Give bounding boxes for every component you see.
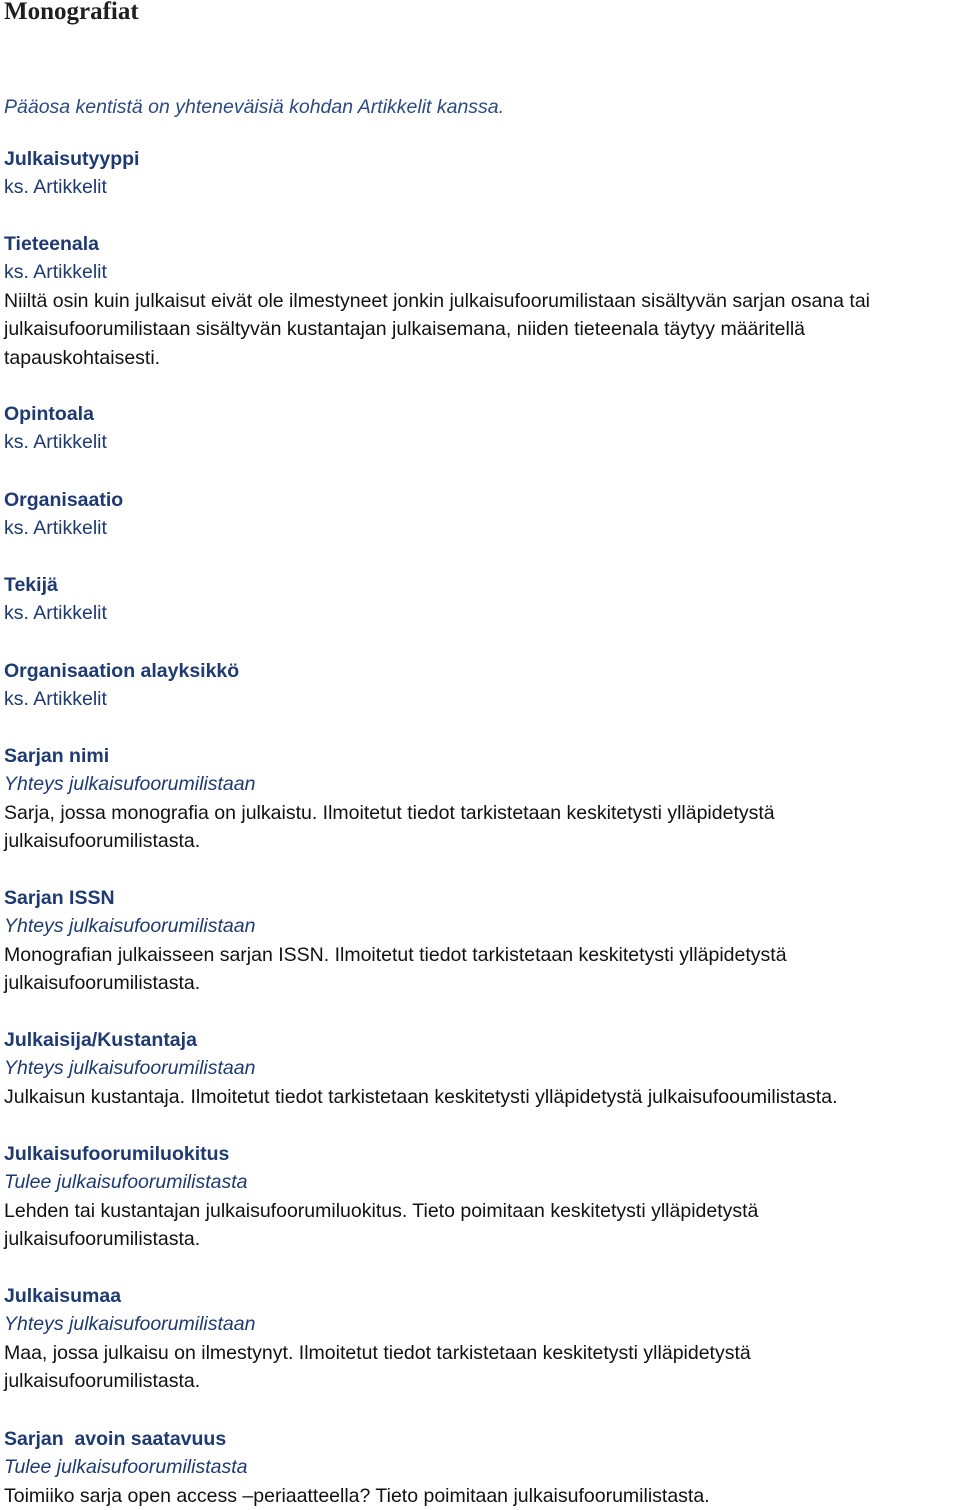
section-heading: Organisaation alayksikkö	[4, 660, 240, 682]
section-opintoala	[4, 400, 956, 457]
section-body-line: Sarja, jossa monografia on julkaistu. Ilmoitetut tiedot tarkistetaan keskitetysti ylläpidetystä	[4, 801, 775, 824]
section-reference: Yhteys julkaisufoorumilistaan	[4, 1057, 256, 1080]
section-heading: Opintoala	[4, 403, 94, 425]
section-body-line: Lehden tai kustantajan julkaisufoorumiluokitus. Tieto poimitaan keskitetysti ylläpidetystä	[4, 1199, 759, 1222]
section-body-line: tapauskohtaisesti.	[4, 346, 161, 369]
section-body-line: julkaisufoorumilistasta.	[4, 830, 201, 853]
section-body-line: julkaisufoorumilistasta.	[4, 972, 201, 995]
section-heading: Julkaisutyyppi	[4, 148, 140, 170]
intro-text: Pääosa kentistä on yhteneväisiä kohdan Artikkelit kanssa.	[4, 96, 505, 118]
section-body-line: Maa, jossa julkaisu on ilmestynyt. Ilmoitetut tiedot tarkistetaan keskitetysti ylläpidetystä	[4, 1341, 751, 1364]
section-heading: Tieteenala	[4, 233, 100, 255]
section-sarjan-nimi	[4, 742, 956, 856]
section-body-line: julkaisufoorumilistasta.	[4, 1228, 201, 1251]
section-reference: Yhteys julkaisufoorumilistaan	[4, 915, 256, 938]
section-julkaisutyyppi	[4, 145, 956, 202]
section-reference: Yhteys julkaisufoorumilistaan	[4, 1313, 256, 1336]
section-body-line: Toimiiko sarja open access –periaatteella? Tieto poimitaan julkaisufoorumilistasta.	[4, 1484, 710, 1507]
section-reference: Yhteys julkaisufoorumilistaan	[4, 773, 256, 796]
section-julkaisumaa	[4, 1282, 956, 1396]
section-heading: Organisaatio	[4, 489, 124, 511]
section-body-line: Monografian julkaisseen sarjan ISSN. Ilmoitetut tiedot tarkistetaan keskitetysti ylläpidetystä	[4, 943, 787, 966]
section-julkaisufoorumiluokitus	[4, 1140, 956, 1254]
section-body-line: julkaisufoorumilistasta.	[4, 1370, 201, 1393]
section-heading: Sarjan nimi	[4, 745, 110, 767]
section-heading: Julkaisija/Kustantaja	[4, 1029, 197, 1051]
section-sarjan-avoin-saatavuus	[4, 1425, 956, 1510]
section-body-line: Niiltä osin kuin julkaisut eivät ole ilmestyneet jonkin julkaisufoorumilistaan sisältyvän sarjan osana tai	[4, 289, 871, 312]
section-tieteenala	[4, 230, 956, 372]
section-sarjan-issn	[4, 884, 956, 998]
section-heading: Tekijä	[4, 574, 58, 596]
section-reference: ks. Artikkelit	[4, 517, 107, 540]
section-heading: Julkaisumaa	[4, 1285, 122, 1307]
section-reference: ks. Artikkelit	[4, 261, 107, 284]
section-reference: ks. Artikkelit	[4, 431, 107, 454]
section-reference: Tulee julkaisufoorumilistasta	[4, 1456, 248, 1479]
page-title: Monografiat	[4, 0, 139, 25]
section-heading: Julkaisufoorumiluokitus	[4, 1143, 230, 1165]
section-reference: ks. Artikkelit	[4, 688, 107, 711]
section-heading: Sarjan ISSN	[4, 887, 115, 909]
section-reference: Tulee julkaisufoorumilistasta	[4, 1171, 248, 1194]
section-julkaisija-kustantaja	[4, 1026, 956, 1111]
section-body-line: Julkaisun kustantaja. Ilmoitetut tiedot tarkistetaan keskitetysti ylläpidetystä julkaisufooumilistasta.	[4, 1085, 838, 1108]
section-reference: ks. Artikkelit	[4, 602, 107, 625]
section-organisaatio	[4, 486, 956, 543]
section-tekija	[4, 571, 956, 628]
section-organisaation-alayksikko	[4, 657, 956, 714]
section-reference: ks. Artikkelit	[4, 176, 107, 199]
section-body-line: julkaisufoorumilistaan sisältyvän kustantajan julkaisemana, niiden tieteenala täytyy määritellä	[4, 318, 806, 341]
section-heading: Sarjan avoin saatavuus	[4, 1428, 227, 1450]
